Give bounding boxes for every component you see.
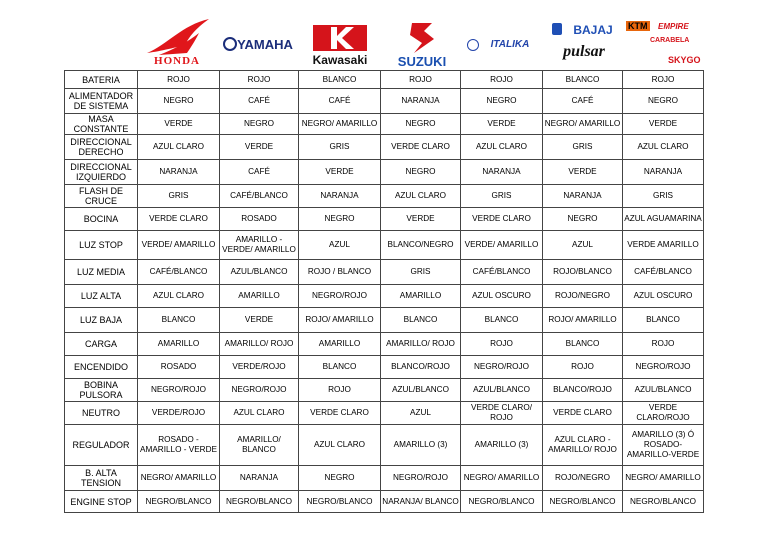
table-cell: AZUL (543, 231, 623, 260)
row-label: B. ALTA TENSION (65, 466, 138, 491)
table-cell: ROJO (623, 333, 704, 356)
row-label: LUZ MEDIA (65, 260, 138, 285)
row-label: BATERIA (65, 71, 138, 89)
table-cell: NARANJA (220, 466, 299, 491)
table-cell: ROJO (461, 333, 543, 356)
table-row (65, 89, 704, 114)
table-cell: BLANCO/ROJO (543, 379, 623, 402)
row-label: LUZ BAJA (65, 308, 138, 333)
table-cell: BLANCO (543, 333, 623, 356)
table-cell: ROJO / BLANCO (299, 260, 381, 285)
table-cell: NEGRO/ AMARILLO (623, 466, 704, 491)
table-cell: ROJO (623, 71, 704, 89)
table-cell: NEGRO (461, 89, 543, 114)
suzuki-name: SUZUKI (397, 54, 447, 69)
table-cell: CAFÉ/BLANCO (623, 260, 704, 285)
row-label: DIRECCIONAL DERECHO (65, 135, 138, 160)
table-cell: AMARILLO (3) Ó ROSADO-AMARILLO-VERDE (623, 425, 704, 466)
row-label: REGULADOR (65, 425, 138, 466)
table-cell: CAFÉ (220, 89, 299, 114)
table-cell: NEGRO (381, 114, 461, 135)
table-cell: NEGRO (623, 89, 704, 114)
table-cell: AZUL CLARO (381, 185, 461, 208)
table-cell: ROJO/BLANCO (543, 260, 623, 285)
table-cell: BLANCO (299, 71, 381, 89)
table-cell: NEGRO/BLANCO (543, 491, 623, 513)
table-cell: AMARILLO (3) (381, 425, 461, 466)
table-cell: CAFÉ/BLANCO (461, 260, 543, 285)
table-cell: AZUL (299, 231, 381, 260)
row-label: ALIMENTADOR DE SISTEMA (65, 89, 138, 114)
row-label: BOBINA PULSORA (65, 379, 138, 402)
table-cell: NEGRO/BLANCO (623, 491, 704, 513)
table-cell: GRIS (299, 135, 381, 160)
empire-name: EMPIRE (658, 22, 689, 31)
table-row (65, 185, 704, 208)
yamaha-name: YAMAHA (237, 37, 293, 52)
table-cell: CAFÉ/BLANCO (138, 260, 220, 285)
suzuki-s-icon (382, 15, 462, 55)
row-label: LUZ STOP (65, 231, 138, 260)
table-cell: NEGRO/ROJO (220, 379, 299, 402)
table-cell: ROJO (461, 71, 543, 89)
table-cell: ROSADO - AMARILLO - VERDE (138, 425, 220, 466)
table-cell: AZUL CLARO (220, 402, 299, 425)
table-cell: ROJO/ AMARILLO (299, 308, 381, 333)
table-row (65, 308, 704, 333)
italika-name: ITALIKA (490, 39, 530, 50)
table-cell: AZUL CLARO (138, 285, 220, 308)
table-cell: GRIS (138, 185, 220, 208)
table-cell: BLANCO (623, 308, 704, 333)
table-cell: NARANJA (299, 185, 381, 208)
table-row (65, 491, 704, 513)
table-cell: ROJO (381, 71, 461, 89)
table-cell: VERDE AMARILLO (623, 231, 704, 260)
table-cell: NEGRO/ROJO (381, 466, 461, 491)
table-cell: BLANCO (381, 308, 461, 333)
table-cell: NEGRO/ AMARILLO (299, 114, 381, 135)
table-cell: NARANJA (461, 160, 543, 185)
table-cell: NEGRO/ROJO (299, 285, 381, 308)
table-cell: VERDE (138, 114, 220, 135)
table-cell: VERDE CLARO (138, 208, 220, 231)
table-cell: AZUL CLARO (299, 425, 381, 466)
table-cell: NEGRO/ AMARILLO (461, 466, 543, 491)
table-cell: AZUL CLARO (138, 135, 220, 160)
honda-logo (137, 15, 217, 69)
table-cell: AMARILLO (220, 285, 299, 308)
table-cell: NEGRO/ROJO (461, 356, 543, 379)
table-cell: AMARILLO/ ROJO (381, 333, 461, 356)
table-cell: ROJO/NEGRO (543, 466, 623, 491)
table-cell: NARANJA (543, 185, 623, 208)
table-cell: VERDE/ AMARILLO (461, 231, 543, 260)
suzuki-logo (382, 15, 462, 69)
table-cell: VERDE CLARO/ROJO (623, 402, 704, 425)
table-row (65, 333, 704, 356)
table-row (65, 114, 704, 135)
table-cell: NEGRO (381, 160, 461, 185)
table-row (65, 231, 704, 260)
table-cell: BLANCO (138, 308, 220, 333)
row-label: MASA CONSTANTE (65, 114, 138, 135)
table-row (65, 379, 704, 402)
table-cell: AZUL CLARO - AMARILLO/ ROJO (543, 425, 623, 466)
table-cell: VERDE (543, 160, 623, 185)
table-cell: BLANCO (461, 308, 543, 333)
table-cell: NARANJA (138, 160, 220, 185)
bajaj-name: BAJAJ (573, 23, 613, 37)
table-cell: BLANCO (543, 71, 623, 89)
table-cell: NEGRO/BLANCO (220, 491, 299, 513)
table-cell: ROJO (220, 71, 299, 89)
carabela-name: CARABELA (650, 37, 690, 44)
table-cell: CAFÉ (220, 160, 299, 185)
table-cell: VERDE (461, 114, 543, 135)
yamaha-logo (219, 15, 297, 69)
table-cell: VERDE (220, 135, 299, 160)
table-cell: GRIS (381, 260, 461, 285)
table-cell: VERDE/ AMARILLO (138, 231, 220, 260)
pulsar-name: pulsar (563, 43, 605, 60)
table-cell: VERDE (623, 114, 704, 135)
table-cell: VERDE (220, 308, 299, 333)
table-cell: VERDE CLARO (461, 208, 543, 231)
table-cell: NEGRO (299, 466, 381, 491)
italika-logo (464, 15, 542, 69)
table-cell: AZUL AGUAMARINA (623, 208, 704, 231)
table-row (65, 402, 704, 425)
table-cell: NARANJA/ BLANCO (381, 491, 461, 513)
row-label: ENCENDIDO (65, 356, 138, 379)
table-cell: AZUL OSCURO (461, 285, 543, 308)
table-cell: BLANCO (299, 356, 381, 379)
row-label: BOCINA (65, 208, 138, 231)
table-cell: VERDE/ROJO (220, 356, 299, 379)
table-cell: AZUL (381, 402, 461, 425)
table-cell: ROSADO (220, 208, 299, 231)
ktm-group-logo (626, 15, 705, 69)
table-cell: AZUL/BLANCO (461, 379, 543, 402)
honda-name: HONDA (154, 55, 200, 67)
table-cell: NEGRO (299, 208, 381, 231)
table-cell: AMARILLO (3) (461, 425, 543, 466)
table-cell: ROSADO (138, 356, 220, 379)
brand-logos-header (137, 15, 705, 69)
table-cell: BLANCO/NEGRO (381, 231, 461, 260)
table-cell: AMARILLO (299, 333, 381, 356)
bajaj-emblem-icon (552, 23, 562, 35)
table-row (65, 425, 704, 466)
table-cell: NARANJA (623, 160, 704, 185)
skygo-name: SKYGO (668, 55, 701, 65)
table-row (65, 160, 704, 185)
table-cell: CAFÉ/BLANCO (220, 185, 299, 208)
table-cell: ROJO (138, 71, 220, 89)
table-cell: VERDE/ROJO (138, 402, 220, 425)
table-cell: AMARILLO/ BLANCO (220, 425, 299, 466)
table-cell: AMARILLO/ ROJO (220, 333, 299, 356)
table-cell: AMARILLO (138, 333, 220, 356)
table-cell: NEGRO/ AMARILLO (138, 466, 220, 491)
table-cell: VERDE CLARO (543, 402, 623, 425)
table-cell: CAFÉ (299, 89, 381, 114)
table-row (65, 356, 704, 379)
table-row (65, 285, 704, 308)
bajaj-logo (544, 15, 624, 69)
table-row (65, 135, 704, 160)
table-cell: VERDE (381, 208, 461, 231)
table-cell: VERDE CLARO/ ROJO (461, 402, 543, 425)
table-cell: NEGRO/ROJO (623, 356, 704, 379)
table-cell: ROJO/ AMARILLO (543, 308, 623, 333)
kawasaki-k-icon (301, 15, 379, 55)
table-cell: NEGRO/ROJO (138, 379, 220, 402)
table-cell: NEGRO/BLANCO (299, 491, 381, 513)
table-cell: NEGRO/BLANCO (138, 491, 220, 513)
table-cell: ROJO (543, 356, 623, 379)
table-cell: NEGRO (220, 114, 299, 135)
table-cell: ROJO (299, 379, 381, 402)
kawasaki-name: Kawasaki (312, 53, 368, 67)
table-row (65, 466, 704, 491)
table-cell: NEGRO (543, 208, 623, 231)
table-row (65, 260, 704, 285)
table-cell: NEGRO/ AMARILLO (543, 114, 623, 135)
table-cell: AZUL CLARO (623, 135, 704, 160)
table-row (65, 71, 704, 89)
table-cell: AZUL CLARO (461, 135, 543, 160)
table-cell: AMARILLO - VERDE/ AMARILLO (220, 231, 299, 260)
table-cell: AMARILLO (381, 285, 461, 308)
table-cell: GRIS (461, 185, 543, 208)
table-cell: AZUL OSCURO (623, 285, 704, 308)
row-label: LUZ ALTA (65, 285, 138, 308)
table-cell: NEGRO/BLANCO (461, 491, 543, 513)
table-cell: VERDE CLARO (381, 135, 461, 160)
row-label: NEUTRO (65, 402, 138, 425)
kawasaki-logo (301, 15, 379, 69)
table-cell: NEGRO (138, 89, 220, 114)
table-cell: ROJO/NEGRO (543, 285, 623, 308)
table-cell: NARANJA (381, 89, 461, 114)
row-label: FLASH DE CRUCE (65, 185, 138, 208)
table-cell: BLANCO/ROJO (381, 356, 461, 379)
row-label: CARGA (65, 333, 138, 356)
table-row (65, 208, 704, 231)
table-cell: VERDE (299, 160, 381, 185)
wiring-color-table (64, 70, 704, 513)
table-cell: AZUL/BLANCO (623, 379, 704, 402)
ktm-name: KTM (628, 21, 648, 31)
table-cell: VERDE CLARO (299, 402, 381, 425)
table-cell: AZUL/BLANCO (220, 260, 299, 285)
table-cell: GRIS (623, 185, 704, 208)
row-label: ENGINE STOP (65, 491, 138, 513)
table-cell: CAFÉ (543, 89, 623, 114)
table-cell: AZUL/BLANCO (381, 379, 461, 402)
row-label: DIRECCIONAL IZQUIERDO (65, 160, 138, 185)
table-cell: GRIS (543, 135, 623, 160)
